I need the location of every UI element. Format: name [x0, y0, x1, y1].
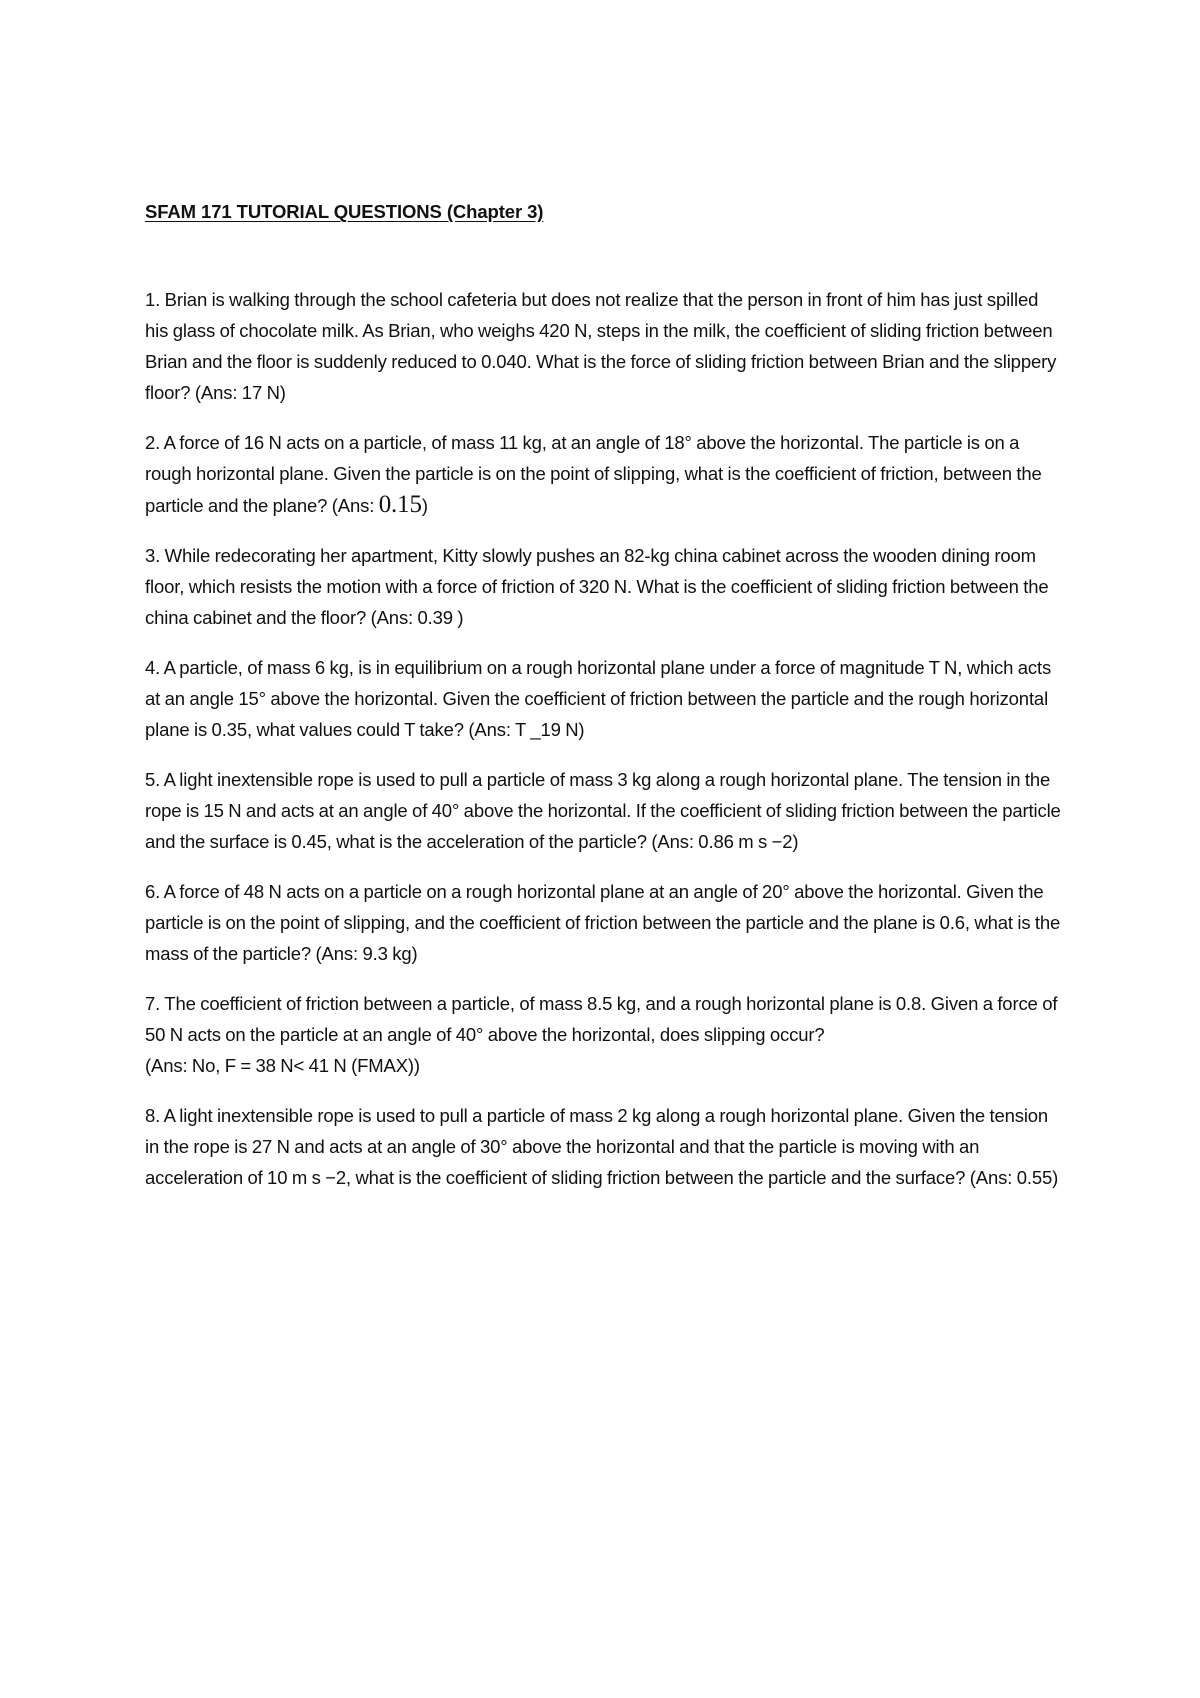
- document-page: [145, 200, 1065, 1212]
- question-number: 4.: [145, 657, 161, 678]
- answer-value: 0.15: [378, 491, 422, 518]
- question-text: A light inextensible rope is used to pull a particle of mass 3 kg along a rough horizontal plane. The tension in the rope is 15 N and acts at an angle of 40° above the horizontal. If the coefficient of sliding friction between the particle and the surface is 0.45, what is the acceleration of the particle?: [145, 769, 1061, 852]
- question-number: 6.: [145, 881, 161, 902]
- question-4: [145, 652, 1065, 745]
- question-text: A particle, of mass 6 kg, is in equilibrium on a rough horizontal plane under a force of magnitude T N, which acts at an angle 15° above the horizontal. Given the coefficient of friction between the particle and the rough horizontal plane is 0.35, what values could T take?: [145, 657, 1052, 740]
- document-title: SFAM 171 TUTORIAL QUESTIONS (Chapter 3): [145, 201, 544, 222]
- question-answer: (Ans: 17 N): [194, 382, 286, 403]
- question-number: 1.: [145, 289, 161, 310]
- question-1: [145, 284, 1065, 408]
- question-text: A force of 48 N acts on a particle on a rough horizontal plane at an angle of 20° above the horizontal. Given the particle is on the point of slipping, and the coefficient of friction between the particle and the plane is 0.6, what is the mass of the particle?: [145, 881, 1061, 964]
- question-number: 3.: [145, 545, 161, 566]
- question-text: A force of 16 N acts on a particle, of mass 11 kg, at an angle of 18° above the horizontal. The particle is on a rough horizontal plane. Given the particle is on the point of slipping, what is the coefficient of friction, between the particle and the plane?: [145, 432, 1042, 516]
- question-number: 2.: [145, 432, 161, 453]
- question-answer: (Ans: 0.39 ): [370, 607, 464, 628]
- question-answer: [331, 491, 428, 518]
- question-number: 5.: [145, 769, 161, 790]
- answer-prefix: (Ans:: [331, 495, 375, 516]
- question-answer: (Ans: No, F = 38 N< 41 N (FMAX)): [145, 1055, 420, 1076]
- question-text: A light inextensible rope is used to pull a particle of mass 2 kg along a rough horizontal plane. Given the tension in the rope is 27 N and acts at an angle of 30° above the horizontal and that the particle is moving with an acceleration of 10 m s −2, what is the coefficient of sliding friction between the particle and the surface?: [145, 1105, 1049, 1188]
- question-text: Brian is walking through the school cafeteria but does not realize that the person in front of him has just spilled his glass of chocolate milk. As Brian, who weighs 420 N, steps in the milk, the coefficient of sliding friction between Brian and the floor is suddenly reduced to 0.040. What is the force of sliding friction between Brian and the slippery floor?: [145, 289, 1057, 403]
- question-3: [145, 540, 1065, 633]
- question-2: [145, 427, 1065, 521]
- question-number: 7.: [145, 993, 161, 1014]
- question-answer: (Ans: 0.55): [969, 1167, 1059, 1188]
- question-8: [145, 1100, 1065, 1193]
- question-text: The coefficient of friction between a particle, of mass 8.5 kg, and a rough horizontal plane is 0.8. Given a force of 50 N acts on the particle at an angle of 40° above the horizontal, does slipping occur?: [145, 993, 1058, 1045]
- answer-suffix: ): [421, 495, 428, 516]
- question-number: 8.: [145, 1105, 161, 1126]
- question-text: While redecorating her apartment, Kitty slowly pushes an 82-kg china cabinet across the wooden dining room floor, which resists the motion with a force of friction of 320 N. What is the coefficient of sliding friction between the china cabinet and the floor?: [145, 545, 1049, 628]
- question-answer: (Ans: 9.3 kg): [315, 943, 418, 964]
- question-answer: (Ans: T _19 N): [468, 719, 585, 740]
- question-5: [145, 764, 1065, 857]
- question-7: [145, 988, 1065, 1081]
- question-answer: (Ans: 0.86 m s −2): [651, 831, 799, 852]
- question-6: [145, 876, 1065, 969]
